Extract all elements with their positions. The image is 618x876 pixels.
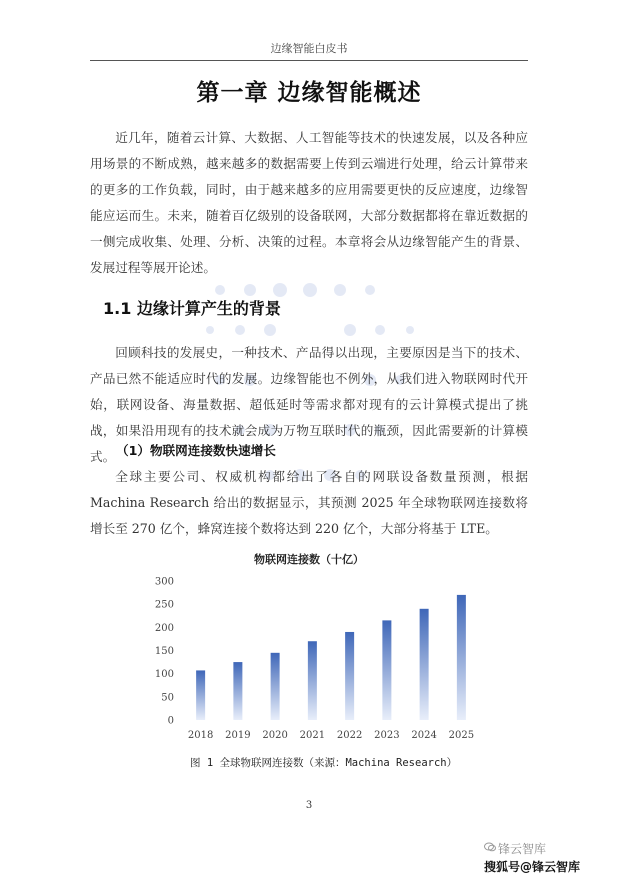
page-number: 3 [305, 800, 313, 811]
subsection-title: （1）物联网连接数快速增长 [116, 443, 276, 458]
y-tick-label: 150 [154, 646, 174, 657]
y-tick-label: 100 [154, 669, 174, 681]
chart-title: 物联网连接数（十亿） [254, 553, 364, 566]
y-tick-label: 0 [167, 715, 174, 727]
x-tick-label: 2024 [411, 730, 437, 741]
y-tick-label: 50 [161, 692, 174, 704]
bar-2021 [308, 641, 317, 720]
intro-paragraph: 近几年，随着云计算、大数据、人工智能等技术的快速发展，以及各种应用场景的不断成熟，越来越多的数据需要上传到云端进行处理，给云计算带来的更多的工作负载，同时，由于越来越多的应用需要更快的反应速度，边缘智能应运而生。未来，随着百亿级别的设备联网，大部分数据都将在靠近数据的一侧完成收集、处理、分析、决策的过程。本章将会从边缘智能产生的背景、发展过程等展开论述。 [90, 130, 528, 275]
bar-2023 [382, 620, 391, 720]
header-divider [90, 60, 528, 61]
y-tick-label: 250 [154, 599, 174, 611]
section-title: 1.1 边缘计算产生的背景 [103, 299, 281, 318]
footer-source: 搜狐号@锋云智库 [484, 860, 581, 874]
x-tick-label: 2018 [187, 730, 214, 741]
x-tick-label: 2019 [225, 730, 251, 741]
bar-2022 [345, 632, 354, 720]
x-tick-label: 2023 [374, 730, 400, 741]
footer-brand: 锋云智库 [498, 842, 547, 856]
bar-chart [150, 548, 490, 748]
subsection-paragraph: 全球主要公司、权威机构都给出了各自的网联设备数量预测，根据 Machina Research 给出的数据显示，其预测 2025 年全球物联网连接数将增长至 270 亿个，蜂窝连接个数将达到 220 亿个，大部分将基于 LTE。 [90, 469, 528, 536]
bar-2025 [457, 595, 466, 720]
bar-2020 [271, 653, 280, 720]
x-tick-label: 2020 [262, 730, 288, 741]
figure-caption: 图 1 全球物联网连接数（来源：Machina Research） [190, 757, 458, 769]
x-tick-label: 2021 [299, 730, 326, 741]
x-tick-label: 2022 [336, 730, 363, 741]
y-tick-label: 200 [154, 622, 174, 634]
bar-2019 [233, 662, 242, 720]
section-paragraph: 回顾科技的发展史，一种技术、产品得以出现，主要原因是当下的技术、产品已然不能适应时代的发展。边缘智能也不例外，从我们进入物联网时代开始，联网设备、海量数据、超低延时等需求都对现有的云计算模式提出了挑战，如果沿用现有的技术就会成为万物互联时代的瓶颈，因此需要新的计算模式。 [90, 345, 528, 464]
x-tick-label: 2025 [448, 730, 475, 741]
chapter-title: 第一章 边缘智能概述 [196, 80, 422, 106]
wechat-icon [484, 842, 496, 852]
y-tick-label: 300 [154, 576, 174, 588]
running-header: 边缘智能白皮书 [270, 42, 348, 55]
bar-2024 [420, 609, 429, 720]
bar-2018 [196, 670, 205, 720]
